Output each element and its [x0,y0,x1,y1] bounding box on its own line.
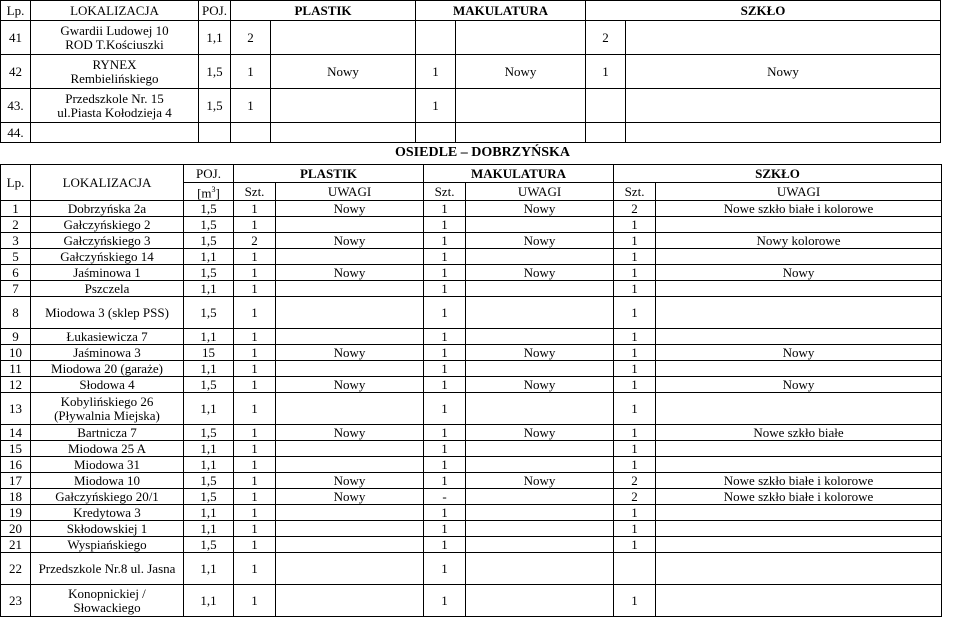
szklo-count: 1 [614,265,656,281]
table-row [1,441,942,457]
top-header-lp: Lp. [1,1,31,21]
table-row [1,265,942,281]
table-row [1,361,942,377]
makulatura-notes [466,249,614,265]
plastik-notes: Nowy [276,345,424,361]
szklo-count: 1 [614,281,656,297]
szklo-notes [656,521,942,537]
lp-cell: 23 [1,585,31,617]
header-szklo: SZKŁO [614,165,942,183]
szklo-notes [656,329,942,345]
makulatura-notes [466,281,614,297]
makulatura-count: 1 [416,89,456,123]
header-poj-unit [184,183,234,201]
lp-cell: 18 [1,489,31,505]
makulatura-count: 1 [424,537,466,553]
table-row [1,521,942,537]
szklo-count: 1 [614,441,656,457]
lp-cell: 9 [1,329,31,345]
szklo-count [614,553,656,585]
plastik-notes [276,553,424,585]
header-makulatura-szt: Szt. [424,183,466,201]
localization-cell: Miodowa 31 [31,457,184,473]
makulatura-notes: Nowy [466,345,614,361]
plastik-count: 1 [231,89,271,123]
localization-cell: Miodowa 25 A [31,441,184,457]
plastik-notes [276,281,424,297]
poj-cell: 1,1 [184,457,234,473]
poj-cell: 1,1 [184,505,234,521]
table-row [1,377,942,393]
localization-cell: Pszczela [31,281,184,297]
szklo-notes [656,585,942,617]
lp-cell: 19 [1,505,31,521]
table-row [1,329,942,345]
makulatura-notes [466,585,614,617]
localization-cell: Słodowa 4 [31,377,184,393]
poj-cell: 1,5 [184,217,234,233]
header-makulatura: MAKULATURA [424,165,614,183]
poj-cell: 1,5 [184,201,234,217]
makulatura-notes [466,217,614,233]
szklo-notes: Nowy [656,265,942,281]
szklo-notes [656,537,942,553]
makulatura-notes [466,329,614,345]
header-poj: POJ. [184,165,234,183]
poj-cell: 1,5 [184,425,234,441]
lp-cell: 15 [1,441,31,457]
szklo-count: 1 [586,55,626,89]
table-row [1,393,942,425]
plastik-notes [276,537,424,553]
localization-cell: Jaśminowa 3 [31,345,184,361]
poj-cell: 1,1 [184,553,234,585]
plastik-count: 2 [234,233,276,249]
poj-cell: 1,1 [199,21,231,55]
plastik-count: 1 [234,489,276,505]
makulatura-count: 1 [424,505,466,521]
makulatura-notes: Nowy [466,473,614,489]
makulatura-notes [466,537,614,553]
makulatura-count: 1 [424,281,466,297]
plastik-notes [276,297,424,329]
szklo-notes: Nowy [656,345,942,361]
main-table [0,164,942,617]
lp-cell: 6 [1,265,31,281]
szklo-count: 1 [614,457,656,473]
plastik-notes [276,521,424,537]
table-row [1,457,942,473]
plastik-count: 1 [234,249,276,265]
poj-cell: 1,1 [184,585,234,617]
szklo-count: 1 [614,425,656,441]
plastik-notes: Nowy [276,425,424,441]
top-header-szklo: SZKŁO [586,1,941,21]
table-row [1,123,941,143]
lp-cell: 3 [1,233,31,249]
szklo-count [586,123,626,143]
plastik-notes [276,585,424,617]
makulatura-count: 1 [424,329,466,345]
plastik-count: 1 [234,457,276,473]
plastik-notes [276,217,424,233]
plastik-count: 1 [234,265,276,281]
localization-line: ul.Piasta Kołodzieja 4 [57,104,172,120]
plastik-notes [276,457,424,473]
poj-cell: 1,1 [184,281,234,297]
table-row [1,281,942,297]
localization-cell: Kobylińskiego 26 (Pływalnia Miejska) [31,393,184,425]
plastik-notes: Nowy [271,55,416,89]
szklo-count: 2 [614,473,656,489]
plastik-notes: Nowy [276,473,424,489]
plastik-count: 1 [234,473,276,489]
szklo-count: 1 [614,217,656,233]
header-plastik-uwagi: UWAGI [276,183,424,201]
plastik-notes: Nowy [276,233,424,249]
poj-cell: 1,5 [184,377,234,393]
poj-cell: 1,5 [184,233,234,249]
table-row [1,89,941,123]
header-lp: Lp. [1,165,31,201]
makulatura-count: 1 [424,297,466,329]
makulatura-notes [456,89,586,123]
makulatura-notes: Nowy [466,201,614,217]
localization-line: Rembielińskiego [70,70,159,86]
szklo-notes: Nowy kolorowe [656,233,942,249]
plastik-count: 1 [234,537,276,553]
localization-cell: Skłodowskiej 1 [31,521,184,537]
header-szklo-szt: Szt. [614,183,656,201]
makulatura-notes [466,489,614,505]
szklo-notes [656,441,942,457]
szklo-notes [656,297,942,329]
poj-cell: 1,1 [184,521,234,537]
szklo-count: 1 [614,377,656,393]
szklo-notes: Nowe szkło białe i kolorowe [656,201,942,217]
table-row [1,489,942,505]
szklo-notes [656,393,942,425]
poj-cell: 1,5 [199,55,231,89]
header-localization: LOKALIZACJA [31,165,184,201]
szklo-count [586,89,626,123]
makulatura-notes: Nowy [456,55,586,89]
poj-cell: 1,5 [199,89,231,123]
poj-cell: 1,5 [184,489,234,505]
szklo-count: 2 [586,21,626,55]
localization-cell: Bartnicza 7 [31,425,184,441]
lp-cell: 10 [1,345,31,361]
szklo-count: 1 [614,537,656,553]
plastik-notes [271,89,416,123]
plastik-count: 1 [234,441,276,457]
lp-cell: 13 [1,393,31,425]
lp-cell: 5 [1,249,31,265]
makulatura-count: 1 [424,457,466,473]
top-header-localization: LOKALIZACJA [31,1,199,21]
szklo-notes [656,281,942,297]
szklo-count: 1 [614,505,656,521]
plastik-notes [276,361,424,377]
lp-cell: 8 [1,297,31,329]
lp-cell: 2 [1,217,31,233]
szklo-notes: Nowe szkło białe [656,425,942,441]
makulatura-count: 1 [424,265,466,281]
localization-line: Gwardii Ludowej 10 [60,22,169,38]
makulatura-count: 1 [424,393,466,425]
lp-cell: 20 [1,521,31,537]
localization-cell: Miodowa 10 [31,473,184,489]
plastik-count: 1 [234,361,276,377]
plastik-notes [276,249,424,265]
makulatura-count: 1 [424,425,466,441]
szklo-notes [656,505,942,521]
szklo-notes [626,21,941,55]
lp-cell: 43. [1,89,31,123]
plastik-count: 1 [231,55,271,89]
makulatura-count: 1 [424,377,466,393]
localization-cell: Miodowa 3 (sklep PSS) [31,297,184,329]
poj-cell: 1,1 [184,329,234,345]
makulatura-notes [466,505,614,521]
makulatura-notes [466,393,614,425]
makulatura-notes [466,361,614,377]
header-plastik-szt: Szt. [234,183,276,201]
szklo-count: 1 [614,345,656,361]
plastik-count: 1 [234,281,276,297]
lp-cell: 11 [1,361,31,377]
plastik-count: 1 [234,585,276,617]
header-makulatura-uwagi: UWAGI [466,183,614,201]
makulatura-count [416,123,456,143]
szklo-count: 1 [614,297,656,329]
localization-line: ROD T.Kościuszki [65,36,164,52]
szklo-notes [626,123,941,143]
table-row [1,55,941,89]
top-table [0,0,941,143]
localization-cell: Miodowa 20 (garaże) [31,361,184,377]
localization-cell: Łukasiewicza 7 [31,329,184,345]
table-row [1,585,942,617]
plastik-notes [276,393,424,425]
header-plastik: PLASTIK [234,165,424,183]
makulatura-count: 1 [424,441,466,457]
table-row [1,201,942,217]
szklo-notes: Nowe szkło białe i kolorowe [656,473,942,489]
makulatura-count: 1 [424,249,466,265]
localization-cell: Gałczyńskiego 2 [31,217,184,233]
top-header-plastik: PLASTIK [231,1,416,21]
plastik-count: 1 [234,521,276,537]
poj-unit-text: [m [197,185,212,201]
makulatura-notes [456,123,586,143]
localization-line: Przedszkole Nr. 15 [65,90,164,106]
lp-cell: 41 [1,21,31,55]
localization-cell: Wyspiańskiego [31,537,184,553]
table-row [1,505,942,521]
plastik-notes [276,505,424,521]
plastik-count: 1 [234,201,276,217]
poj-cell [199,123,231,143]
plastik-notes: Nowy [276,377,424,393]
makulatura-count: 1 [424,361,466,377]
lp-cell: 21 [1,537,31,553]
table-row [1,21,941,55]
makulatura-count: 1 [424,553,466,585]
makulatura-notes [466,297,614,329]
makulatura-notes: Nowy [466,425,614,441]
localization-cell: Przedszkole Nr.8 ul. Jasna [31,553,184,585]
lp-cell: 44. [1,123,31,143]
header-szklo-uwagi: UWAGI [656,183,942,201]
lp-cell: 1 [1,201,31,217]
top-header-poj: POJ. [199,1,231,21]
table-row [1,345,942,361]
plastik-count: 1 [234,553,276,585]
lp-cell: 16 [1,457,31,473]
lp-cell: 17 [1,473,31,489]
plastik-notes [276,441,424,457]
szklo-notes [626,89,941,123]
szklo-notes: Nowy [656,377,942,393]
makulatura-count: - [424,489,466,505]
plastik-count: 1 [234,297,276,329]
top-header-makulatura: MAKULATURA [416,1,586,21]
poj-unit-sup: 3 [211,185,216,194]
localization-cell [31,123,199,143]
szklo-notes [656,553,942,585]
plastik-notes [271,21,416,55]
localization-cell: Gałczyńskiego 14 [31,249,184,265]
szklo-notes [656,217,942,233]
plastik-count: 1 [234,345,276,361]
makulatura-count: 1 [424,217,466,233]
poj-cell: 1,5 [184,265,234,281]
szklo-count: 1 [614,329,656,345]
plastik-count: 1 [234,505,276,521]
makulatura-count: 1 [424,521,466,537]
makulatura-count: 1 [416,55,456,89]
localization-line: RYNEX [92,56,137,72]
makulatura-notes [466,521,614,537]
szklo-notes [656,249,942,265]
makulatura-count: 1 [424,473,466,489]
lp-cell: 22 [1,553,31,585]
poj-cell: 1,5 [184,473,234,489]
plastik-notes: Nowy [276,489,424,505]
plastik-notes: Nowy [276,265,424,281]
section-title: OSIEDLE – DOBRZYŃSKA [395,145,571,160]
plastik-count [231,123,271,143]
localization-cell [31,89,199,123]
lp-cell: 12 [1,377,31,393]
localization-cell: Jaśminowa 1 [31,265,184,281]
table-row [1,249,942,265]
plastik-notes [276,329,424,345]
szklo-count: 1 [614,521,656,537]
szklo-notes: Nowy [626,55,941,89]
poj-cell: 15 [184,345,234,361]
localization-cell [31,21,199,55]
plastik-count: 1 [234,393,276,425]
lp-cell: 14 [1,425,31,441]
poj-cell: 1,1 [184,361,234,377]
table-row [1,553,942,585]
table-row [1,217,942,233]
szklo-count: 1 [614,233,656,249]
poj-cell: 1,5 [184,537,234,553]
table-row [1,297,942,329]
makulatura-count: 1 [424,585,466,617]
table-row [1,537,942,553]
table-row [1,425,942,441]
makulatura-notes [466,457,614,473]
makulatura-count [416,21,456,55]
lp-cell: 42 [1,55,31,89]
localization-cell [31,55,199,89]
plastik-count: 1 [234,377,276,393]
szklo-count: 2 [614,201,656,217]
lp-cell: 7 [1,281,31,297]
poj-cell: 1,1 [184,249,234,265]
localization-cell: Gałczyńskiego 20/1 [31,489,184,505]
localization-cell: Dobrzyńska 2a [31,201,184,217]
poj-cell: 1,5 [184,297,234,329]
plastik-notes: Nowy [276,201,424,217]
poj-unit-close: ] [215,185,220,201]
szklo-count: 1 [614,361,656,377]
plastik-count: 1 [234,329,276,345]
makulatura-notes: Nowy [466,265,614,281]
szklo-count: 2 [614,489,656,505]
plastik-count: 2 [231,21,271,55]
szklo-notes [656,361,942,377]
plastik-count: 1 [234,425,276,441]
makulatura-notes [456,21,586,55]
makulatura-notes: Nowy [466,377,614,393]
localization-cell: Konopnickiej / Słowackiego [31,585,184,617]
table-row [1,233,942,249]
makulatura-notes [466,441,614,457]
makulatura-count: 1 [424,201,466,217]
makulatura-count: 1 [424,345,466,361]
szklo-notes: Nowe szkło białe i kolorowe [656,489,942,505]
makulatura-count: 1 [424,233,466,249]
szklo-notes [656,457,942,473]
plastik-count: 1 [234,217,276,233]
localization-cell: Gałczyńskiego 3 [31,233,184,249]
poj-cell: 1,1 [184,441,234,457]
makulatura-notes: Nowy [466,233,614,249]
szklo-count: 1 [614,249,656,265]
plastik-notes [271,123,416,143]
localization-cell: Kredytowa 3 [31,505,184,521]
szklo-count: 1 [614,585,656,617]
szklo-count: 1 [614,393,656,425]
poj-cell: 1,1 [184,393,234,425]
makulatura-notes [466,553,614,585]
table-row [1,473,942,489]
